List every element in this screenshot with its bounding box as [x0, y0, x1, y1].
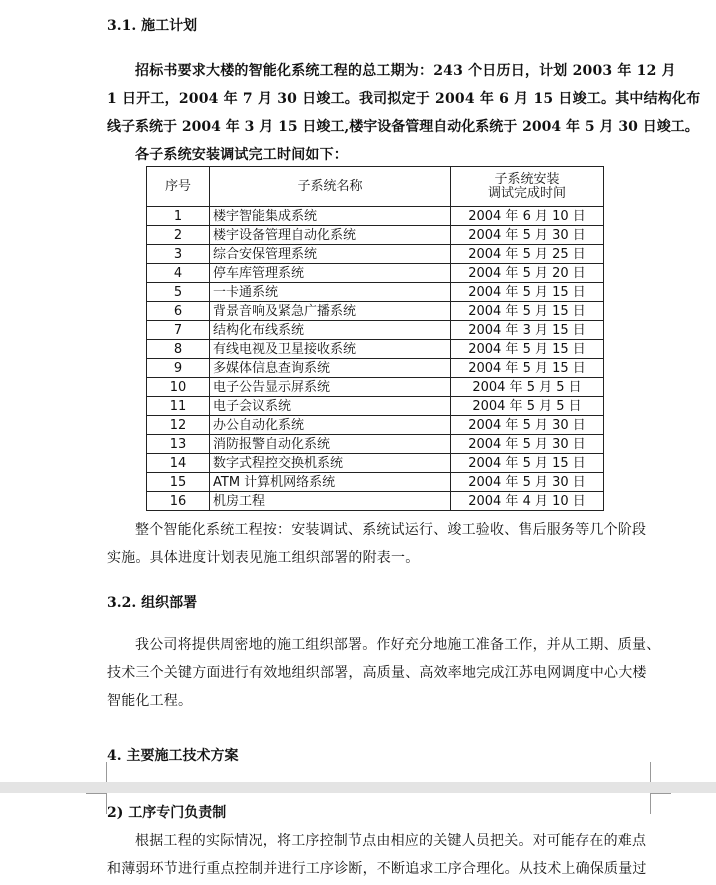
schedule-table [146, 166, 604, 511]
section-heading-3-1: 3.1. 施工计划 [107, 18, 198, 34]
row-completion-date: 2004 年 3 月 15 日 [451, 321, 604, 340]
row-number: 3 [147, 245, 210, 264]
table-row [147, 283, 604, 302]
row-number: 8 [147, 340, 210, 359]
row-completion-date: 2004 年 5 月 15 日 [451, 454, 604, 473]
table-row [147, 302, 604, 321]
table-row [147, 340, 604, 359]
row-number: 10 [147, 378, 210, 397]
table-row [147, 378, 604, 397]
row-number: 15 [147, 473, 210, 492]
row-number: 7 [147, 321, 210, 340]
row-completion-date: 2004 年 5 月 25 日 [451, 245, 604, 264]
row-subsystem-name: 有线电视及卫星接收系统 [210, 340, 451, 359]
table-row [147, 435, 604, 454]
row-completion-date: 2004 年 5 月 15 日 [451, 302, 604, 321]
paragraph-line: 招标书要求大楼的智能化系统工程的总工期为：243 个日历日，计划 2003 年 12 月 [135, 63, 676, 79]
subsection-heading: 2) 工序专门负责制 [107, 805, 227, 821]
paragraph-line: 和薄弱环节进行重点控制并进行工序诊断，不断追求工序合理化。从技术上确保质量过 [107, 861, 647, 877]
table-header-row [147, 167, 604, 207]
paragraph-line: 根据工程的实际情况，将工序控制节点由相应的关键人员把关。对可能存在的难点 [135, 833, 647, 849]
row-completion-date: 2004 年 5 月 15 日 [451, 283, 604, 302]
row-subsystem-name: 一卡通系统 [210, 283, 451, 302]
row-completion-date: 2004 年 5 月 30 日 [451, 226, 604, 245]
row-subsystem-name: 多媒体信息查询系统 [210, 359, 451, 378]
row-completion-date: 2004 年 5 月 20 日 [451, 264, 604, 283]
row-number: 4 [147, 264, 210, 283]
section-heading-4: 4. 主要施工技术方案 [107, 748, 239, 764]
row-subsystem-name: 电子会议系统 [210, 397, 451, 416]
table-row [147, 416, 604, 435]
row-completion-date: 2004 年 5 月 30 日 [451, 473, 604, 492]
table-row [147, 492, 604, 511]
paragraph-line: 智能化工程。 [107, 693, 193, 709]
row-number: 2 [147, 226, 210, 245]
column-header-name: 子系统名称 [210, 167, 451, 207]
row-subsystem-name: 数字式程控交换机系统 [210, 454, 451, 473]
table-row [147, 359, 604, 378]
page-corner-mark [86, 793, 107, 814]
row-subsystem-name: 背景音响及紧急广播系统 [210, 302, 451, 321]
page-corner-mark [86, 762, 107, 783]
row-completion-date: 2004 年 6 月 10 日 [451, 207, 604, 226]
row-completion-date: 2004 年 5 月 30 日 [451, 435, 604, 454]
table-row [147, 245, 604, 264]
row-subsystem-name: 结构化布线系统 [210, 321, 451, 340]
row-completion-date: 2004 年 4 月 10 日 [451, 492, 604, 511]
paragraph-line: 线子系统于 2004 年 3 月 15 日竣工,楼宇设备管理自动化系统于 2004 年 5 月 30 日竣工。 [107, 119, 699, 135]
row-number: 16 [147, 492, 210, 511]
table-row [147, 397, 604, 416]
table-row [147, 454, 604, 473]
row-number: 14 [147, 454, 210, 473]
column-header-date-line1: 子系统安装 [494, 171, 560, 187]
page-corner-mark [650, 793, 671, 814]
row-subsystem-name: 消防报警自动化系统 [210, 435, 451, 454]
row-subsystem-name: 综合安保管理系统 [210, 245, 451, 264]
row-number: 12 [147, 416, 210, 435]
paragraph-line: 整个智能化系统工程按：安装调试、系统试运行、竣工验收、售后服务等几个阶段 [135, 522, 647, 538]
row-completion-date: 2004 年 5 月 5 日 [451, 378, 604, 397]
column-header-date [451, 167, 604, 207]
table-row [147, 207, 604, 226]
table-row [147, 264, 604, 283]
paragraph-line: 实施。具体进度计划表见施工组织部署的附表一。 [107, 550, 420, 566]
row-subsystem-name: 楼宇设备管理自动化系统 [210, 226, 451, 245]
row-subsystem-name: 办公自动化系统 [210, 416, 451, 435]
row-number: 11 [147, 397, 210, 416]
row-number: 1 [147, 207, 210, 226]
table-row [147, 226, 604, 245]
section-heading-3-2: 3.2. 组织部署 [107, 595, 198, 611]
page-corner-mark [650, 762, 671, 783]
table-intro: 各子系统安装调试完工时间如下： [135, 147, 348, 163]
row-completion-date: 2004 年 5 月 15 日 [451, 359, 604, 378]
paragraph-line: 技术三个关键方面进行有效地组织部署，高质量、高效率地完成江苏电网调度中心大楼 [107, 665, 647, 681]
row-number: 5 [147, 283, 210, 302]
document-page-2 [0, 793, 716, 885]
row-number: 9 [147, 359, 210, 378]
row-subsystem-name: ATM 计算机网络系统 [210, 473, 451, 492]
row-completion-date: 2004 年 5 月 30 日 [451, 416, 604, 435]
row-number: 6 [147, 302, 210, 321]
row-completion-date: 2004 年 5 月 15 日 [451, 340, 604, 359]
table-row [147, 321, 604, 340]
paragraph-line: 1 日开工，2004 年 7 月 30 日竣工。我司拟定于 2004 年 6 月 15 日竣工。其中结构化布 [107, 91, 701, 107]
row-subsystem-name: 停车库管理系统 [210, 264, 451, 283]
table-row [147, 473, 604, 492]
row-subsystem-name: 机房工程 [210, 492, 451, 511]
page-gap [0, 782, 716, 793]
paragraph-line: 我公司将提供周密地的施工组织部署。作好充分地施工准备工作，并从工期、质量、 [135, 637, 661, 653]
row-number: 13 [147, 435, 210, 454]
row-subsystem-name: 电子公告显示屏系统 [210, 378, 451, 397]
column-header-no: 序号 [147, 167, 210, 207]
column-header-date-line2: 调试完成时间 [487, 185, 566, 201]
row-subsystem-name: 楼宇智能集成系统 [210, 207, 451, 226]
row-completion-date: 2004 年 5 月 5 日 [451, 397, 604, 416]
